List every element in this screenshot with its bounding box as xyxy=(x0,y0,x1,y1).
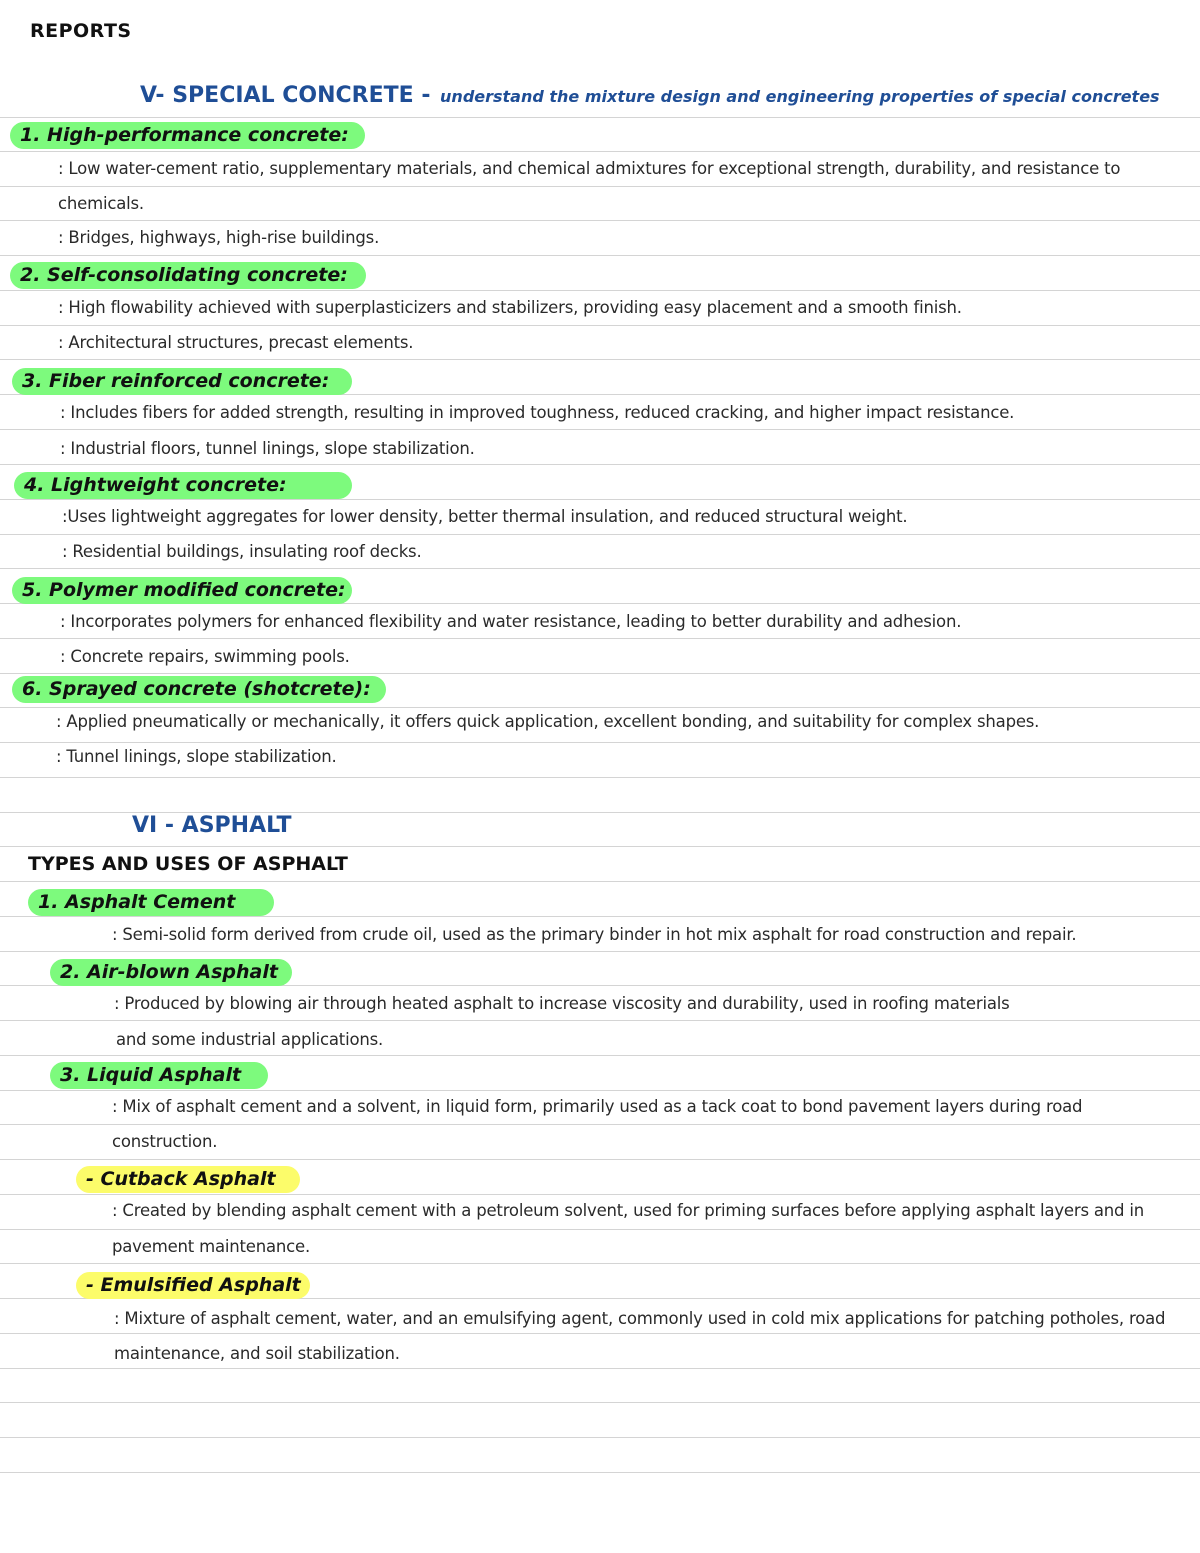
rule-line xyxy=(0,429,1200,430)
rule-line xyxy=(0,359,1200,360)
asphalt-item-description: : Mixture of asphalt cement, water, and an emulsifying agent, commonly used in cold mix applications for patching potholes, road xyxy=(114,1309,1166,1328)
rule-line xyxy=(0,1333,1200,1334)
rule-line xyxy=(0,568,1200,569)
asphalt-item-description: construction. xyxy=(112,1132,218,1151)
rule-line xyxy=(0,707,1200,708)
rule-line xyxy=(0,846,1200,847)
rule-line xyxy=(0,1229,1200,1230)
rule-line xyxy=(0,1194,1200,1195)
rule-line xyxy=(0,742,1200,743)
rule-line xyxy=(0,1159,1200,1160)
asphalt-item-description: and some industrial applications. xyxy=(116,1030,384,1049)
rule-line xyxy=(0,151,1200,152)
rule-line xyxy=(0,1472,1200,1473)
concrete-item-heading: 6. Sprayed concrete (shotcrete): xyxy=(12,676,386,703)
concrete-item-heading: 2. Self-consolidating concrete: xyxy=(10,262,366,289)
concrete-item-uses: : Residential buildings, insulating roof decks. xyxy=(62,542,422,561)
rule-line xyxy=(0,464,1200,465)
rule-line xyxy=(0,1402,1200,1403)
rule-line xyxy=(0,1020,1200,1021)
rule-line xyxy=(0,255,1200,256)
concrete-item-heading: 5. Polymer modified concrete: xyxy=(12,577,352,604)
rule-line xyxy=(0,1055,1200,1056)
rule-line xyxy=(0,1368,1200,1369)
concrete-item-heading: 4. Lightweight concrete: xyxy=(14,472,352,499)
rule-line xyxy=(0,1263,1200,1264)
concrete-item-description: : Includes fibers for added strength, resulting in improved toughness, reduced cracking, and higher impact resistance. xyxy=(60,403,1015,422)
rule-line xyxy=(0,186,1200,187)
rule-line xyxy=(0,881,1200,882)
asphalt-subtype-heading: - Cutback Asphalt xyxy=(76,1166,300,1193)
concrete-item-description: :Uses lightweight aggregates for lower density, better thermal insulation, and reduced structural weight. xyxy=(62,507,908,526)
rule-line xyxy=(0,673,1200,674)
concrete-item-description: : Applied pneumatically or mechanically, it offers quick application, excellent bonding, and suitability for complex shapes. xyxy=(56,712,1040,731)
rule-line xyxy=(0,951,1200,952)
concrete-item-uses: : Concrete repairs, swimming pools. xyxy=(60,647,350,666)
rule-line xyxy=(0,325,1200,326)
concrete-item-uses: : Bridges, highways, high-rise buildings. xyxy=(58,228,380,247)
section-v-title xyxy=(140,83,1160,108)
rule-line xyxy=(0,1090,1200,1091)
rule-line xyxy=(0,290,1200,291)
rule-line xyxy=(0,916,1200,917)
section-vi-title-text: VI - ASPHALT xyxy=(132,813,292,838)
rule-line xyxy=(0,638,1200,639)
concrete-item-description: chemicals. xyxy=(58,194,144,213)
asphalt-item-description: : Mix of asphalt cement and a solvent, in liquid form, primarily used as a tack coat to bond pavement layers during road xyxy=(112,1097,1083,1116)
concrete-item-description: : Incorporates polymers for enhanced flexibility and water resistance, leading to better durability and adhesion. xyxy=(60,612,962,631)
asphalt-item-description: : Semi-solid form derived from crude oil, used as the primary binder in hot mix asphalt for road construction and repair. xyxy=(112,925,1077,944)
concrete-item-uses: : Tunnel linings, slope stabilization. xyxy=(56,747,337,766)
section-vi-title xyxy=(132,813,291,838)
concrete-item-heading: 3. Fiber reinforced concrete: xyxy=(12,368,352,395)
asphalt-item-description: : Produced by blowing air through heated asphalt to increase viscosity and durability, used in roofing materials xyxy=(114,994,1010,1013)
rule-line xyxy=(0,499,1200,500)
rule-line xyxy=(0,117,1200,118)
concrete-item-uses: : Industrial floors, tunnel linings, slope stabilization. xyxy=(60,439,475,458)
asphalt-item-heading: 2. Air-blown Asphalt xyxy=(50,959,292,986)
asphalt-item-heading: 1. Asphalt Cement xyxy=(28,889,274,916)
section-v-subtitle: understand the mixture design and engineering properties of special concretes xyxy=(440,87,1160,106)
rule-line xyxy=(0,777,1200,778)
concrete-item-description: : High flowability achieved with superplasticizers and stabilizers, providing easy placement and a smooth finish. xyxy=(58,298,962,317)
rule-line xyxy=(0,220,1200,221)
rule-line xyxy=(0,1437,1200,1438)
section-vi-subheading: TYPES AND USES OF ASPHALT xyxy=(28,853,348,875)
asphalt-item-heading: 3. Liquid Asphalt xyxy=(50,1062,268,1089)
asphalt-item-description: maintenance, and soil stabilization. xyxy=(114,1344,400,1363)
asphalt-item-description: pavement maintenance. xyxy=(112,1237,311,1256)
asphalt-subtype-heading: - Emulsified Asphalt xyxy=(76,1272,310,1299)
page-title: REPORTS xyxy=(30,20,132,42)
section-v-title-text: V- SPECIAL CONCRETE - xyxy=(140,83,431,108)
concrete-item-heading: 1. High-performance concrete: xyxy=(10,122,365,149)
asphalt-item-description: : Created by blending asphalt cement with a petroleum solvent, used for priming surfaces before applying asphalt layers and in xyxy=(112,1201,1145,1220)
rule-line xyxy=(0,534,1200,535)
concrete-item-description: : Low water-cement ratio, supplementary materials, and chemical admixtures for exceptional strength, durability, and resistance to xyxy=(58,159,1121,178)
rule-line xyxy=(0,1124,1200,1125)
concrete-item-uses: : Architectural structures, precast elements. xyxy=(58,333,414,352)
